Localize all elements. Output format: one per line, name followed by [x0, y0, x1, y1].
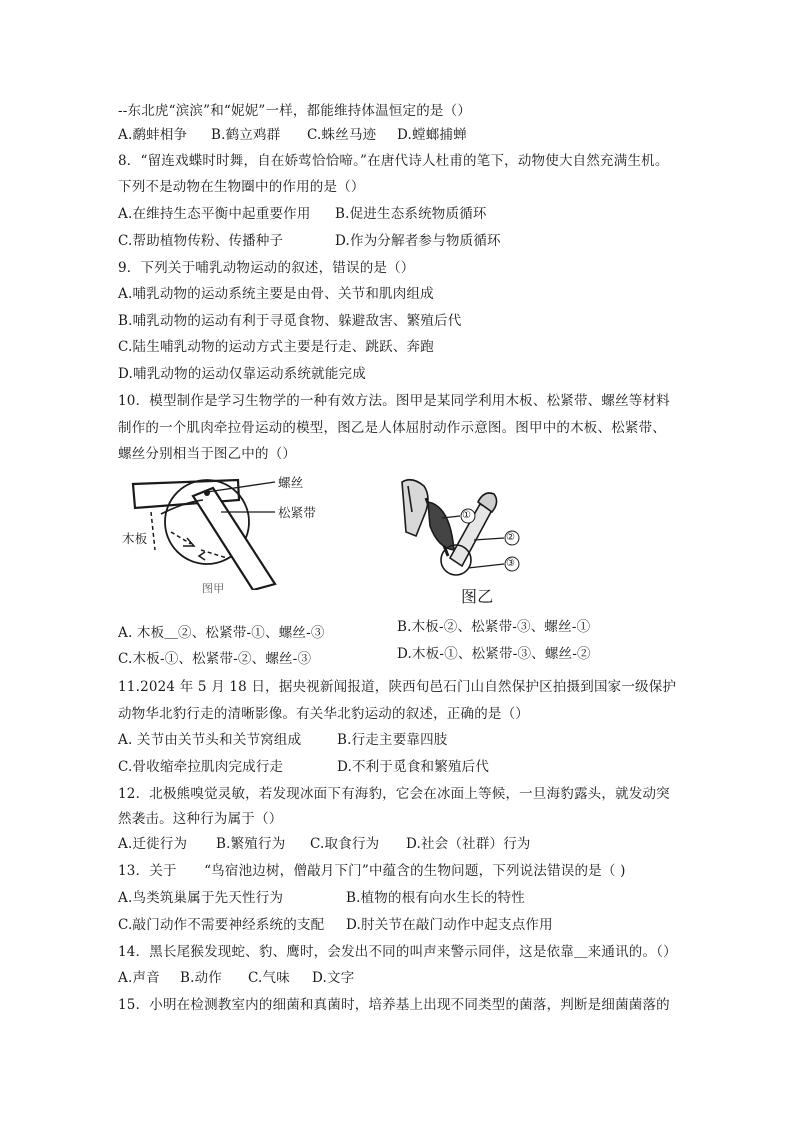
- q9-stem: 9．下列关于哺乳动物运动的叙述，错误的是（）: [118, 260, 415, 276]
- q7-stem: --东北虎“滨滨”和“妮妮”一样，都能维持体温恒定的是（）: [118, 103, 472, 119]
- q12-option-d: D.社会（社群）行为: [406, 836, 531, 852]
- q11-option-c: C.骨收缩牵拉肌肉完成行走: [118, 759, 284, 775]
- q9-option-a: A.哺乳动物的运动系统主要是由骨、关节和肌肉组成: [118, 286, 434, 302]
- q8-stem-line1: 8．“留连戏蝶时时舞，自在娇莺恰恰啼。”在唐代诗人杜甫的笔下，动物使大自然充满生机。: [118, 153, 669, 169]
- q12-stem-line1: 12．北极熊嗅觉灵敏，若发现冰面下有海豹，它会在冰面上等候，一旦海豹露头，就发动突: [118, 786, 670, 802]
- q7-option-d: D.螳螂捕蝉: [397, 127, 467, 143]
- figure-b-mark-1: ①: [462, 510, 472, 521]
- q8-option-b: B.促进生态系统物质循环: [335, 206, 487, 222]
- q11-options-row1: [118, 731, 448, 749]
- q13-option-a: A.鸟类筑巢属于先天性行为: [118, 890, 284, 906]
- q14-option-b: B.动作: [180, 970, 223, 986]
- q11-options-row2: [118, 758, 489, 776]
- figure-a-label-board: 木板: [122, 531, 148, 546]
- q10-option-b: B.木板-②、松紧带-③、螺丝-①: [397, 619, 591, 635]
- q11-stem-line1: 11.2024 年 5 月 18 日，据央视新闻报道，陕西旬邑石门山自然保护区拍摄到国家一级保护: [118, 679, 677, 695]
- q14-option-c: C.气味: [248, 970, 290, 986]
- q11-option-a: A. 关节由关节头和关节窝组成: [118, 732, 302, 748]
- q12-option-a: A.迁徙行为: [118, 836, 188, 852]
- q14-option-d: D.文字: [312, 970, 355, 986]
- q7-option-c: C.蛛丝马迹: [307, 127, 377, 143]
- q12-option-b: B.繁殖行为: [216, 836, 286, 852]
- q14-option-a: A.声音: [118, 970, 160, 986]
- q12-stem-line2: 然袭击。这种行为属于（）: [118, 811, 283, 827]
- figure-a-muscle-model: [125, 472, 340, 590]
- q13-stem: 13．关于 “鸟宿池边树，僧敲月下门”中蕴含的生物问题，下列说法错误的是（ ): [118, 863, 626, 879]
- q12-option-c: C.取食行为: [310, 836, 380, 852]
- q11-option-d: D.不利于觅食和繁殖后代: [337, 759, 490, 775]
- q11-stem-line2: 动物华北豹行走的清晰影像。有关华北豹运动的叙述，正确的是（）: [118, 706, 529, 722]
- q8-options-row1: [118, 205, 487, 223]
- q8-option-d: D.作为分解者参与物质循环: [335, 233, 501, 249]
- q9-option-c: C.陆生哺乳动物的运动方式主要是行走、跳跃、奔跑: [118, 339, 434, 355]
- q8-options-row2: [118, 232, 501, 250]
- q10-stem-line3: 螺丝分别相当于图乙中的（）: [118, 446, 297, 462]
- q11-option-b: B.行走主要靠四肢: [337, 732, 448, 748]
- q10-option-a: A. 木板＿②、松紧带-①、螺丝-③: [118, 625, 325, 641]
- q8-stem-line2: 下列不是动物在生物圈中的作用的是（）: [118, 179, 365, 195]
- q15-stem: 15．小明在检测教室内的细菌和真菌时，培养基上出现不同类型的菌落，判断是细菌菌落的: [118, 997, 670, 1013]
- q8-option-a: A.在维持生态平衡中起重要作用: [118, 206, 311, 222]
- figure-b-mark-3: ③: [506, 558, 516, 569]
- q14-stem: 14．黑长尾猴发现蛇、豹、鹰时，会发出不同的叫声来警示同伴，这是依靠＿来通讯的。（）: [118, 944, 677, 960]
- q12-options: [118, 835, 531, 853]
- figure-a-caption: 图甲: [202, 582, 225, 595]
- q10-stem-line1: 10．模型制作是学习生物学的一种有效方法。图甲是某同学利用木板、松紧带、螺丝等材料: [118, 393, 670, 409]
- q8-option-c: C.帮助植物传粉、传播种子: [118, 233, 284, 249]
- q13-option-d: D.肘关节在敲门动作中起支点作用: [346, 917, 553, 933]
- q7-option-b: B.鹤立鸡群: [211, 127, 281, 143]
- figure-b-mark-2: ②: [506, 532, 516, 543]
- q13-options-row2: [118, 916, 553, 934]
- q13-option-c: C.敲门动作不需要神经系统的支配: [118, 917, 325, 933]
- q10-option-d: D.木板-①、松紧带-③、螺丝-②: [397, 646, 591, 662]
- figure-a-label-screw: 螺丝: [278, 475, 304, 490]
- q7-option-a: A.鹬蚌相争: [118, 127, 188, 143]
- q13-options-row1: [118, 889, 525, 907]
- q7-options: [118, 126, 467, 144]
- figure-b-caption: 图乙: [461, 587, 494, 606]
- q10-stem-line2: 制作的一个肌肉牵拉骨运动的模型，图乙是人体屈肘动作示意图。图甲中的木板、松紧带、: [118, 420, 666, 436]
- q14-options: [118, 969, 354, 987]
- screw-dot: [204, 490, 210, 496]
- q10-option-c: C.木板-①、松紧带-②、螺丝-③: [118, 651, 312, 667]
- q9-option-b: B.哺乳动物的运动有利于寻觅食物、躲避敌害、繁殖后代: [118, 313, 462, 329]
- q9-option-d: D.哺乳动物的运动仅靠运动系统就能完成: [118, 366, 366, 382]
- figure-a-label-band: 松紧带: [278, 505, 317, 520]
- q13-option-b: B.植物的根有向水生长的特性: [346, 890, 526, 906]
